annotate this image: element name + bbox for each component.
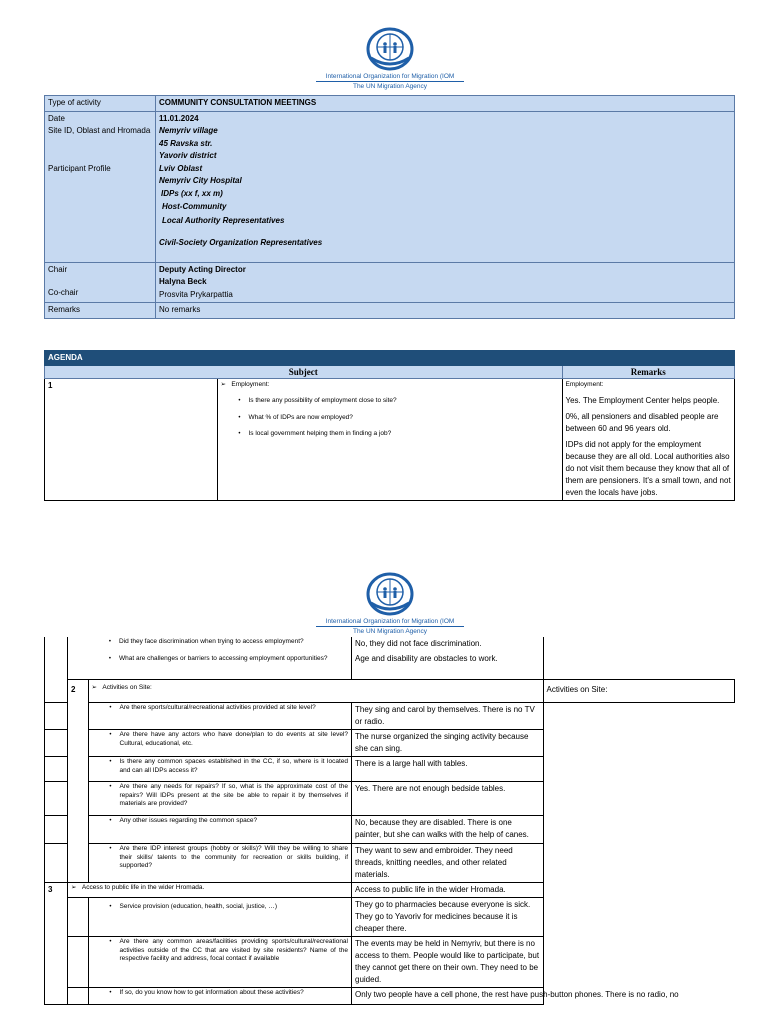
answer-text: The events may be held in Nemyriv, but there is no access to them. People would like to participate, but they cannot get there on their own. They need to be guided. [352, 937, 544, 988]
agenda-question-row: • If so, do you know how to get information about these activities? Only two people have a cell phone, the rest have push-button phones. There is no radio, no [45, 988, 735, 1005]
participant-line: IDPs (xx f, xx m) [161, 188, 223, 198]
topic-remark: Employment: [565, 381, 604, 388]
participant-line: Host-Community [162, 202, 227, 211]
agenda-table-page1 [44, 350, 735, 501]
answer-text: IDPs did not apply for the employment because they are all old. Local authorities also do not visit them because they know that all of them are pensioners. It's a small town, and not even the locals have jobs. [565, 440, 731, 497]
answer-text: Age and disability are obstacles to work. [355, 654, 498, 663]
iom-logo-top [315, 28, 465, 91]
remarks-value: No remarks [156, 303, 735, 319]
participant-label: Participant Profile [48, 163, 111, 173]
participant-line: Civil-Society Organization Representatives [159, 238, 323, 247]
subject-header: Subject [45, 366, 563, 379]
org-name: International Organization for Migration (IOM [325, 618, 455, 625]
question-text: If so, do you know how to get information about these activities? [119, 989, 304, 996]
answer-text: They want to sew and embroider. They need threads, knitting needles, and other related materials. [352, 844, 544, 883]
cochair-value: Prosvita Prykarpattia [159, 289, 233, 299]
agenda-question-row: • Is there any common spaces established in the CC, if so, where is it located and can all IDPs access it? There is a large hall with tables. [45, 757, 735, 782]
topic-title: Activities on Site: [102, 684, 152, 691]
remarks-label: Remarks [45, 303, 156, 319]
agenda-question-row: • Service provision (education, health, social, justice, …) They go to pharmacies because everyone is sick. They go to Yavoriv for medicines because it is cheaper there. [45, 898, 735, 937]
agenda-question-row: • Are there have any actors who have done/plan to do events at site level? Cultural, educational, etc. The nurse organized the singing activity because she can sing. [45, 730, 735, 757]
question-text: Any other issues regarding the common space? [119, 817, 258, 824]
answer-text: Yes. There are not enough bedside tables. [352, 782, 544, 816]
answer-text: They sing and carol by themselves. There is no TV or radio. [352, 703, 544, 730]
arrow-bullet-icon: ➢ [91, 684, 97, 691]
answer-text: The nurse organized the singing activity because she can sing. [352, 730, 544, 757]
chair-label: Chair [48, 264, 68, 274]
chair-line: Halyna Beck [159, 277, 207, 286]
item-number: 1 [45, 379, 218, 501]
answer-text: Yes. The Employment Center helps people. [565, 396, 720, 405]
answer-text: Only two people have a cell phone, the rest have push-button phones. There is no radio, no [352, 988, 544, 1005]
agenda-question-row: • Are there sports/cultural/recreational activities provided at site level? They sing and carol by themselves. There is no TV or radio. [45, 703, 735, 730]
iom-globe-icon [365, 28, 415, 72]
question-item: • Is local government helping them in finding a job? [238, 430, 392, 437]
site-line: Lviv Oblast [159, 163, 203, 173]
question-item: • What are challenges or barriers to accessing employment opportunities? [108, 654, 328, 662]
type-value: COMMUNITY CONSULTATION MEETINGS [159, 98, 317, 107]
answer-text: No, they did not face discrimination. [355, 639, 482, 648]
arrow-bullet-icon: ➢ [71, 884, 77, 891]
info-row-details [45, 111, 735, 262]
question-text: Service provision (education, health, social, justice, …) [119, 903, 278, 910]
org-name: International Organization for Migration (IOM [325, 73, 455, 80]
question-text: Are there sports/cultural/recreational activities provided at site level? [119, 704, 316, 711]
answer-text: There is a large hall with tables. [352, 757, 544, 782]
agenda-row-cont [45, 637, 735, 680]
activity-info-table [44, 95, 735, 319]
agenda-table-page2 [44, 637, 735, 1005]
agenda-question-row: • Are there any needs for repairs? If so, what is the approximate cost of the repairs? Will IDPs present at the site be able to repair it by themselves if materials are provided? Yes. There are not enough bedside tables. [45, 782, 735, 816]
type-label: Type of activity [45, 96, 156, 112]
chair-line: Deputy Acting Director [159, 264, 246, 274]
topic-remark: Activities on Site: [543, 680, 735, 703]
question-item: • What % of IDPs are now employed? [238, 413, 353, 421]
topic-title: Employment: [231, 381, 270, 388]
org-subtitle: The UN Migration Agency [352, 628, 428, 635]
info-row-type [45, 96, 735, 112]
date-label: Date [48, 113, 65, 123]
question-text: Are there have any actors who have done/plan to do events at site level? Cultural, educational, etc. [119, 731, 348, 747]
site-line: 45 Ravska str. [159, 138, 213, 148]
agenda-column-headers [45, 366, 735, 379]
item-number: 3 [45, 883, 68, 1005]
question-text: Are there any needs for repairs? If so, what is the approximate cost of the repairs? Will IDPs present at the site be able to repair it by themselves if materials are provided? [119, 783, 348, 807]
iom-globe-icon [365, 573, 415, 617]
item-number: 2 [68, 680, 89, 883]
site-line: Yavoriv district [159, 151, 217, 160]
date-value: 11.01.2024 [159, 113, 199, 123]
agenda-question-row: • Any other issues regarding the common space? No, because they are disabled. There is one painter, but she can walks with the help of canes. [45, 816, 735, 844]
remarks-header: Remarks [562, 366, 735, 379]
agenda-row-1 [45, 379, 735, 501]
info-row-remarks [45, 303, 735, 319]
info-row-chair [45, 262, 735, 303]
agenda-question-row: • Are there any common areas/facilities providing sports/cultural/recreational activities outside of the CC that are visited by site residents? Name of the respective facility and address, focal contact if available The events may be held in Nemyriv, but there is no access to them. People would like to participate, but they cannot get there on their own. They need to be guided. [45, 937, 735, 988]
agenda-row-3-topic [45, 883, 735, 898]
question-item: • Did they face discrimination when trying to access employment? [108, 638, 304, 645]
question-text: Are there any common areas/facilities providing sports/cultural/recreational activities outside of the CC that are visited by site residents? Name of the respective facility and address, focal contact if available [119, 938, 348, 962]
participant-line: Local Authority Representatives [162, 215, 285, 225]
site-line: Nemyriv village [159, 126, 218, 135]
agenda-header-row [45, 351, 735, 366]
question-text: Are there IDP interest groups (hobby or skills)? Will they be willing to share their skills/ talents to the community for recreation or skills building, if supported? [119, 845, 348, 869]
org-subtitle: The UN Migration Agency [352, 83, 428, 90]
topic-remark: Access to public life in the wider Hromada. [352, 883, 544, 898]
question-text: Is there any common spaces established in the CC, if so, where is it located and can all IDPs access it? [119, 758, 348, 774]
arrow-bullet-icon: ➢ [220, 381, 226, 388]
answer-text: No, because they are disabled. There is one painter, but she can walks with the help of canes. [352, 816, 544, 844]
agenda-question-row: • Are there IDP interest groups (hobby or skills)? Will they be willing to share their skills/ talents to the community for recreation or skills building, if supported? They want to sew and embroider. They need threads, knitting needles, and other related materials. [45, 844, 735, 883]
question-item: • Is there any possibility of employment close to site? [238, 397, 397, 404]
topic-title: Access to public life in the wider Hromada. [81, 884, 205, 891]
site-line: Nemyriv City Hospital [159, 176, 242, 185]
answer-text: They go to pharmacies because everyone is sick. They go to Yavoriv for medicines because it is cheaper there. [352, 898, 544, 937]
site-label: Site ID, Oblast and Hromada [48, 126, 151, 135]
cochair-label: Co-chair [48, 288, 79, 297]
iom-logo-page2 [315, 573, 465, 636]
agenda-row-2-topic [45, 680, 735, 703]
agenda-title: AGENDA [45, 351, 735, 366]
answer-text: 0%, all pensioners and disabled people are between 60 and 96 years old. [565, 412, 719, 433]
